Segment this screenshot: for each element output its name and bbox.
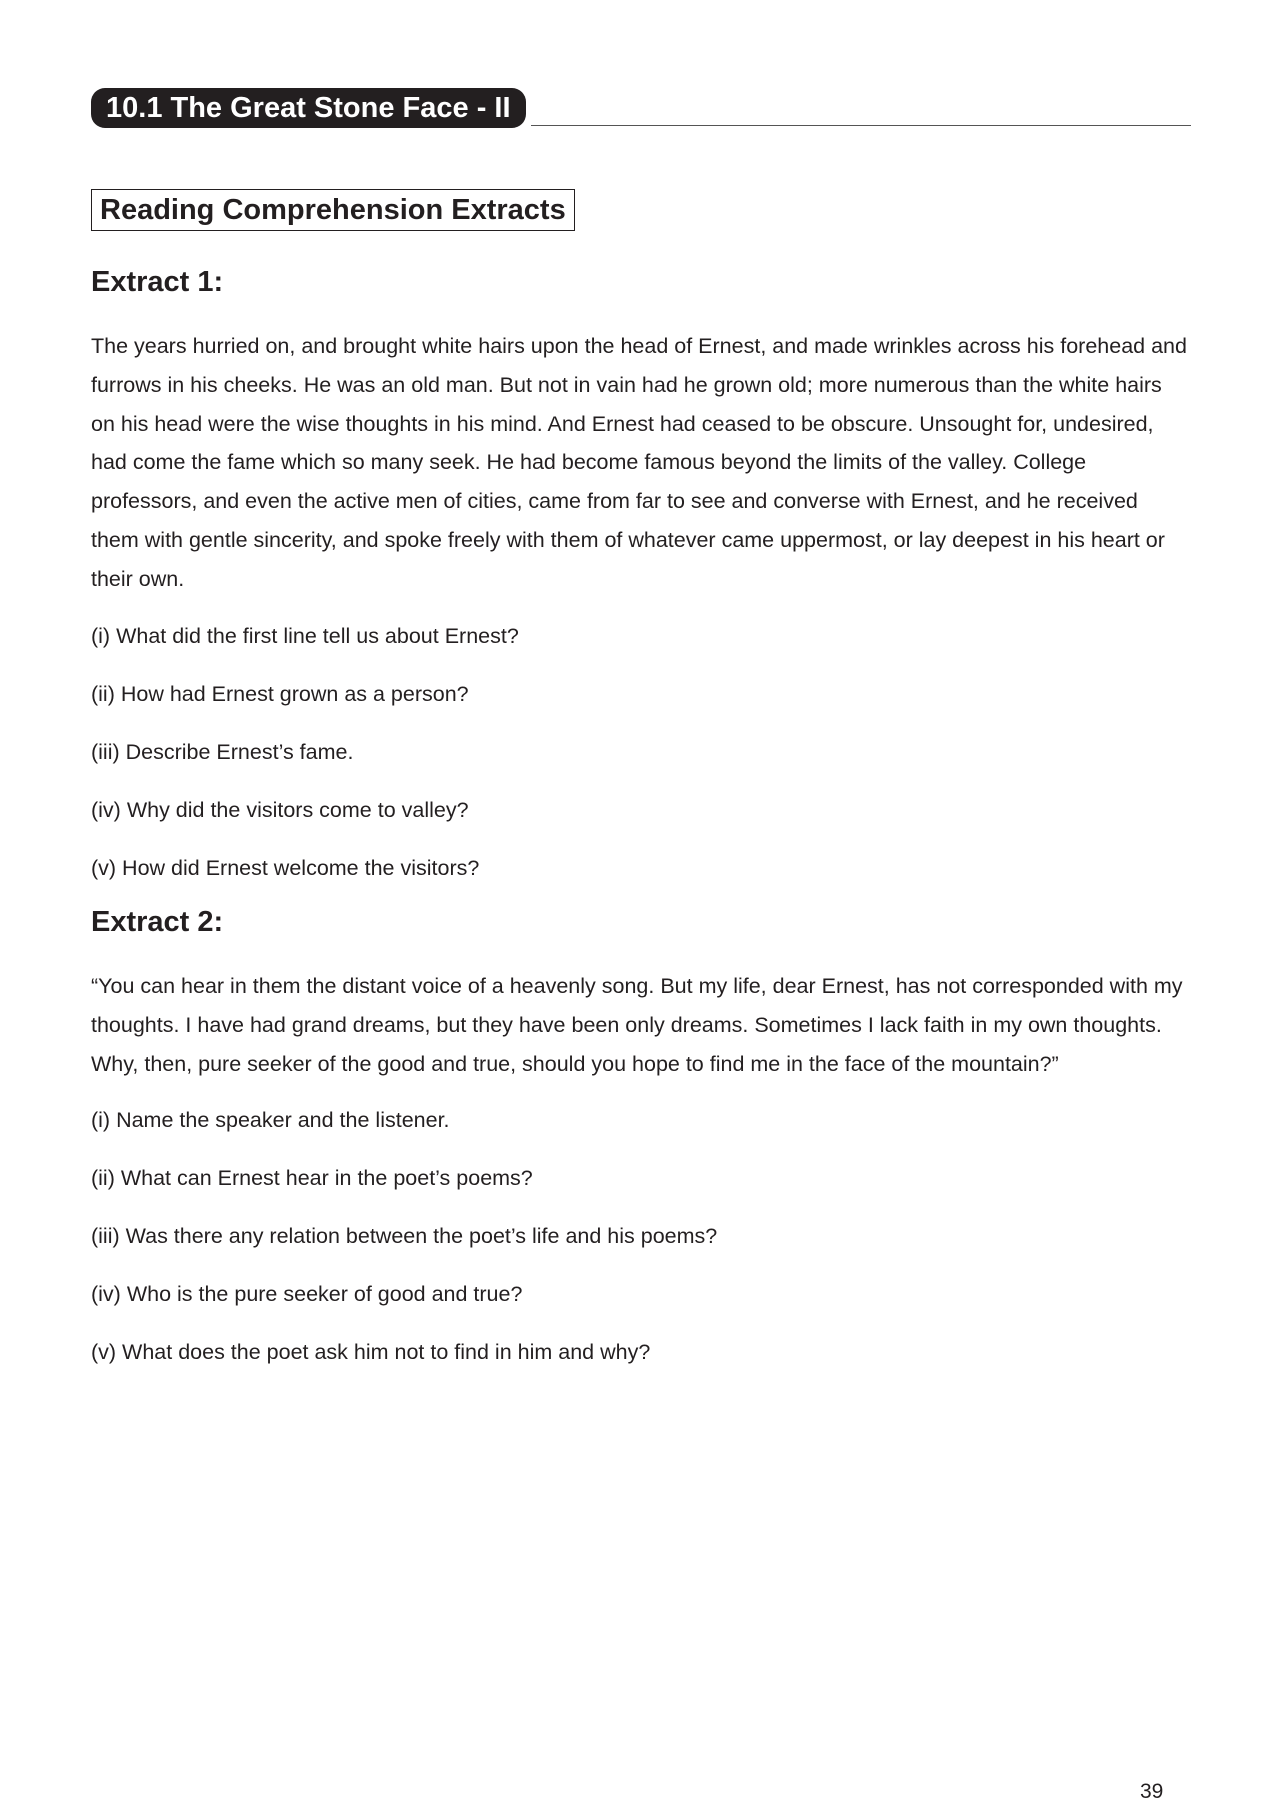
question-item: (v) How did Ernest welcome the visitors? (91, 856, 480, 880)
question-item: (iv) Who is the pure seeker of good and true? (91, 1282, 523, 1306)
question-item: (ii) What can Ernest hear in the poet’s poems? (91, 1166, 533, 1190)
extract-1-passage: The years hurried on, and brought white hairs upon the head of Ernest, and made wrinkles across his forehead and furrows in his cheeks. He was an old man. But not in vain had he grown old; more numerous than the white hairs on his head were the wise thoughts in his mind. And Ernest had ceased to be obscure. Unsought for, undesired, had come the fame which so many seek. He had become famous beyond the limits of the valley. College professors, and even the active men of cities, came from far to see and converse with Ernest, and he received them with gentle sincerity, and spoke freely with them of whatever came uppermost, or lay deepest in his heart or their own. (91, 334, 1187, 591)
page-number: 39 (1140, 1780, 1164, 1803)
chapter-header (91, 88, 1191, 128)
extract-1-questions (91, 622, 519, 912)
question-item: (i) Name the speaker and the listener. (91, 1108, 450, 1132)
question-item: (i) What did the first line tell us about Ernest? (91, 624, 519, 648)
question-item: (iv) Why did the visitors come to valley? (91, 798, 469, 822)
extract-1-heading: Extract 1: (91, 266, 224, 298)
question-item: (v) What does the poet ask him not to find in him and why? (91, 1340, 651, 1364)
chapter-title: 10.1 The Great Stone Face - II (91, 88, 526, 128)
question-item: (ii) How had Ernest grown as a person? (91, 682, 469, 706)
question-item: (iii) Describe Ernest’s fame. (91, 740, 354, 764)
section-title: Reading Comprehension Extracts (91, 189, 575, 231)
question-item: (iii) Was there any relation between the poet’s life and his poems? (91, 1224, 718, 1248)
header-divider (531, 125, 1191, 126)
extract-2-heading: Extract 2: (91, 906, 224, 938)
extract-2-questions (91, 1106, 717, 1396)
extract-2-passage: “You can hear in them the distant voice of a heavenly song. But my life, dear Ernest, has not corresponded with my thoughts. I have had grand dreams, but they have been only dreams. Sometimes I lack faith in my own thoughts. Why, then, pure seeker of the good and true, should you hope to find me in the face of the mountain?” (91, 974, 1183, 1076)
